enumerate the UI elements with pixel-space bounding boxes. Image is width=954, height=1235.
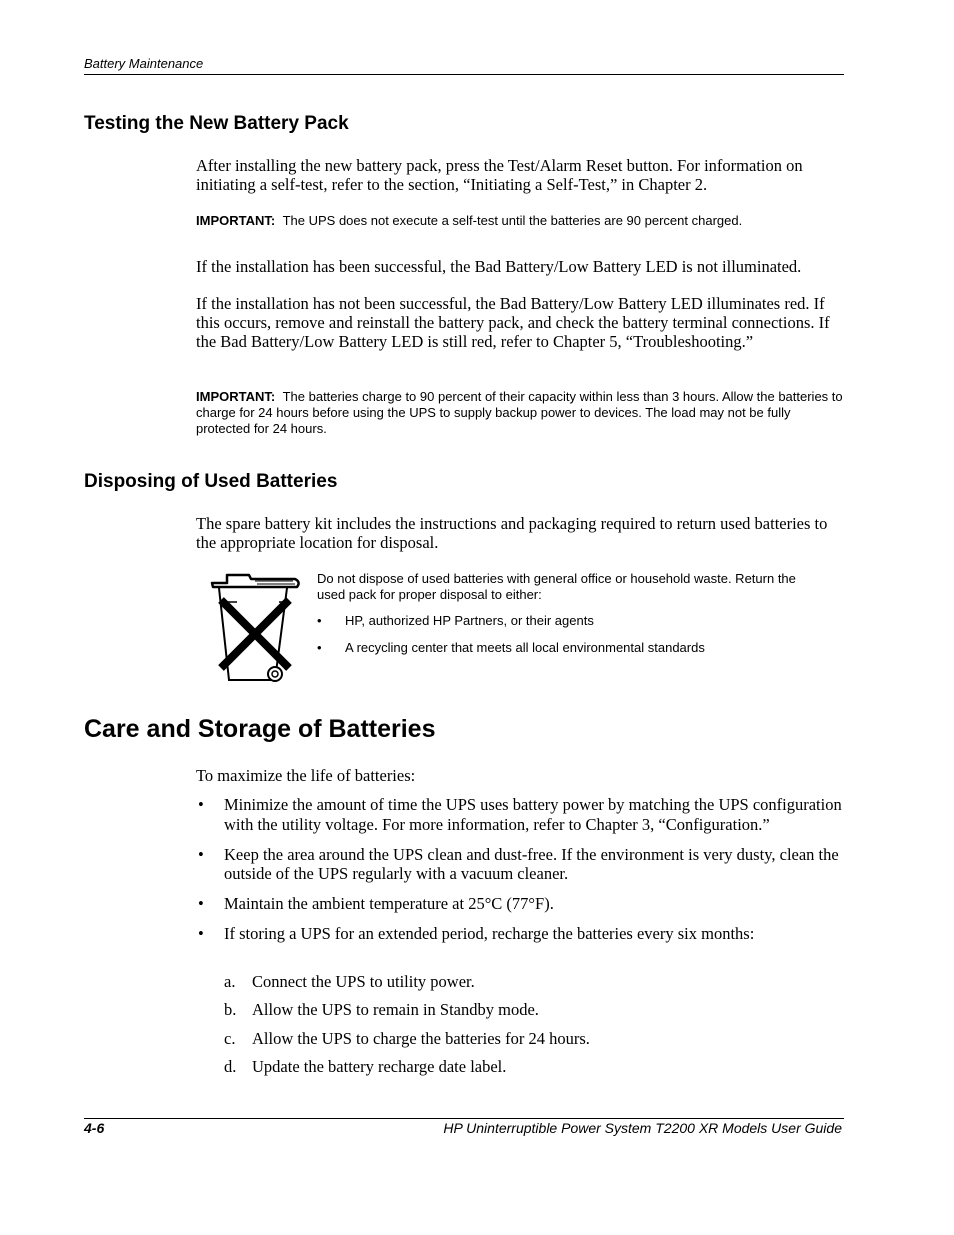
testing-para-1: After installing the new battery pack, press the Test/Alarm Reset button. For information on initiating a self-test, refer to the section, “Initiating a Self-Test,” in Chapter 2. <box>196 156 803 194</box>
heading-testing-new-battery-pack: Testing the New Battery Pack <box>84 113 349 134</box>
storage-steps-list <box>224 972 824 1085</box>
bullet-glyph: • <box>198 894 204 913</box>
step-text: Allow the UPS to charge the batteries for 24 hours. <box>252 1028 590 1048</box>
footer-rule <box>84 1118 844 1119</box>
step-marker: b. <box>224 1000 237 1020</box>
bullet-glyph: • <box>198 795 204 814</box>
step-text: Allow the UPS to remain in Standby mode. <box>252 1000 539 1020</box>
disposing-para-1: The spare battery kit includes the instructions and packaging required to return used batteries to the appropriate location for disposal. <box>196 514 828 552</box>
bullet-glyph: • <box>198 844 204 864</box>
care-bullet-text: Keep the area around the UPS clean and dust-free. If the environment is very dusty, clean the outside of the UPS regularly with a vacuum cleaner. <box>224 844 839 883</box>
list-item <box>224 1000 824 1028</box>
care-bullet-text: If storing a UPS for an extended period, recharge the batteries every six months: <box>224 924 755 943</box>
list-item <box>224 1057 824 1085</box>
footer-title: HP Uninterruptible Power System T2200 XR Models User Guide <box>443 1120 842 1136</box>
important-note-2 <box>196 389 846 437</box>
crossed-out-wheeled-bin-icon <box>207 572 303 684</box>
running-head: Battery Maintenance <box>84 56 204 71</box>
step-marker: a. <box>224 972 236 991</box>
list-item <box>196 924 844 944</box>
testing-para-2: If the installation has been successful, the Bad Battery/Low Battery LED is not illuminated. <box>196 257 802 276</box>
list-item <box>196 795 844 834</box>
care-bullet-list <box>196 795 844 954</box>
step-text: Connect the UPS to utility power. <box>252 972 475 991</box>
list-item <box>196 894 844 914</box>
header-rule <box>84 74 844 75</box>
step-text: Update the battery recharge date label. <box>252 1056 507 1076</box>
care-intro: To maximize the life of batteries: <box>196 766 416 785</box>
important-note-1 <box>196 213 846 229</box>
disposal-options-list <box>317 613 837 667</box>
step-marker: c. <box>224 1028 236 1048</box>
list-item <box>317 640 837 667</box>
bullet-glyph: • <box>317 640 322 655</box>
disposal-notice: Do not dispose of used batteries with general office or household waste. Return the used pack for proper disposal to either: <box>317 571 796 602</box>
important-text: The UPS does not execute a self-test until the batteries are 90 percent charged. <box>282 213 743 228</box>
important-text: The batteries charge to 90 percent of their capacity within less than 3 hours. Allow the batteries to charge for 24 hours before using the UPS to supply backup power to devices. The load may not be fully protected for 24 hours. <box>196 389 843 436</box>
testing-para-3: If the installation has not been successful, the Bad Battery/Low Battery LED illuminates red. If this occurs, remove and reinstall the battery pack, and check the battery terminal connections. If the Bad Battery/Low Battery LED is still red, refer to Chapter 5, “Troubleshooting.” <box>196 294 830 351</box>
heading-care-and-storage: Care and Storage of Batteries <box>84 715 436 743</box>
step-marker: d. <box>224 1056 237 1076</box>
list-item <box>224 1029 824 1057</box>
care-bullet-text: Maintain the ambient temperature at 25°C (77°F). <box>224 894 554 913</box>
page-number: 4-6 <box>84 1120 105 1136</box>
important-label: IMPORTANT: <box>196 213 276 228</box>
list-item <box>196 845 844 884</box>
important-label: IMPORTANT: <box>196 389 276 404</box>
heading-disposing-used-batteries: Disposing of Used Batteries <box>84 471 338 492</box>
care-bullet-text: Minimize the amount of time the UPS uses battery power by matching the UPS configuration with the utility voltage. For more information, refer to Chapter 3, “Configuration.” <box>224 795 842 834</box>
list-item <box>224 972 824 1000</box>
bullet-glyph: • <box>198 924 204 943</box>
bullet-glyph: • <box>317 613 322 628</box>
list-item <box>317 613 837 640</box>
disposal-option-text: A recycling center that meets all local environmental standards <box>345 640 705 655</box>
disposal-option-text: HP, authorized HP Partners, or their agents <box>345 613 594 628</box>
